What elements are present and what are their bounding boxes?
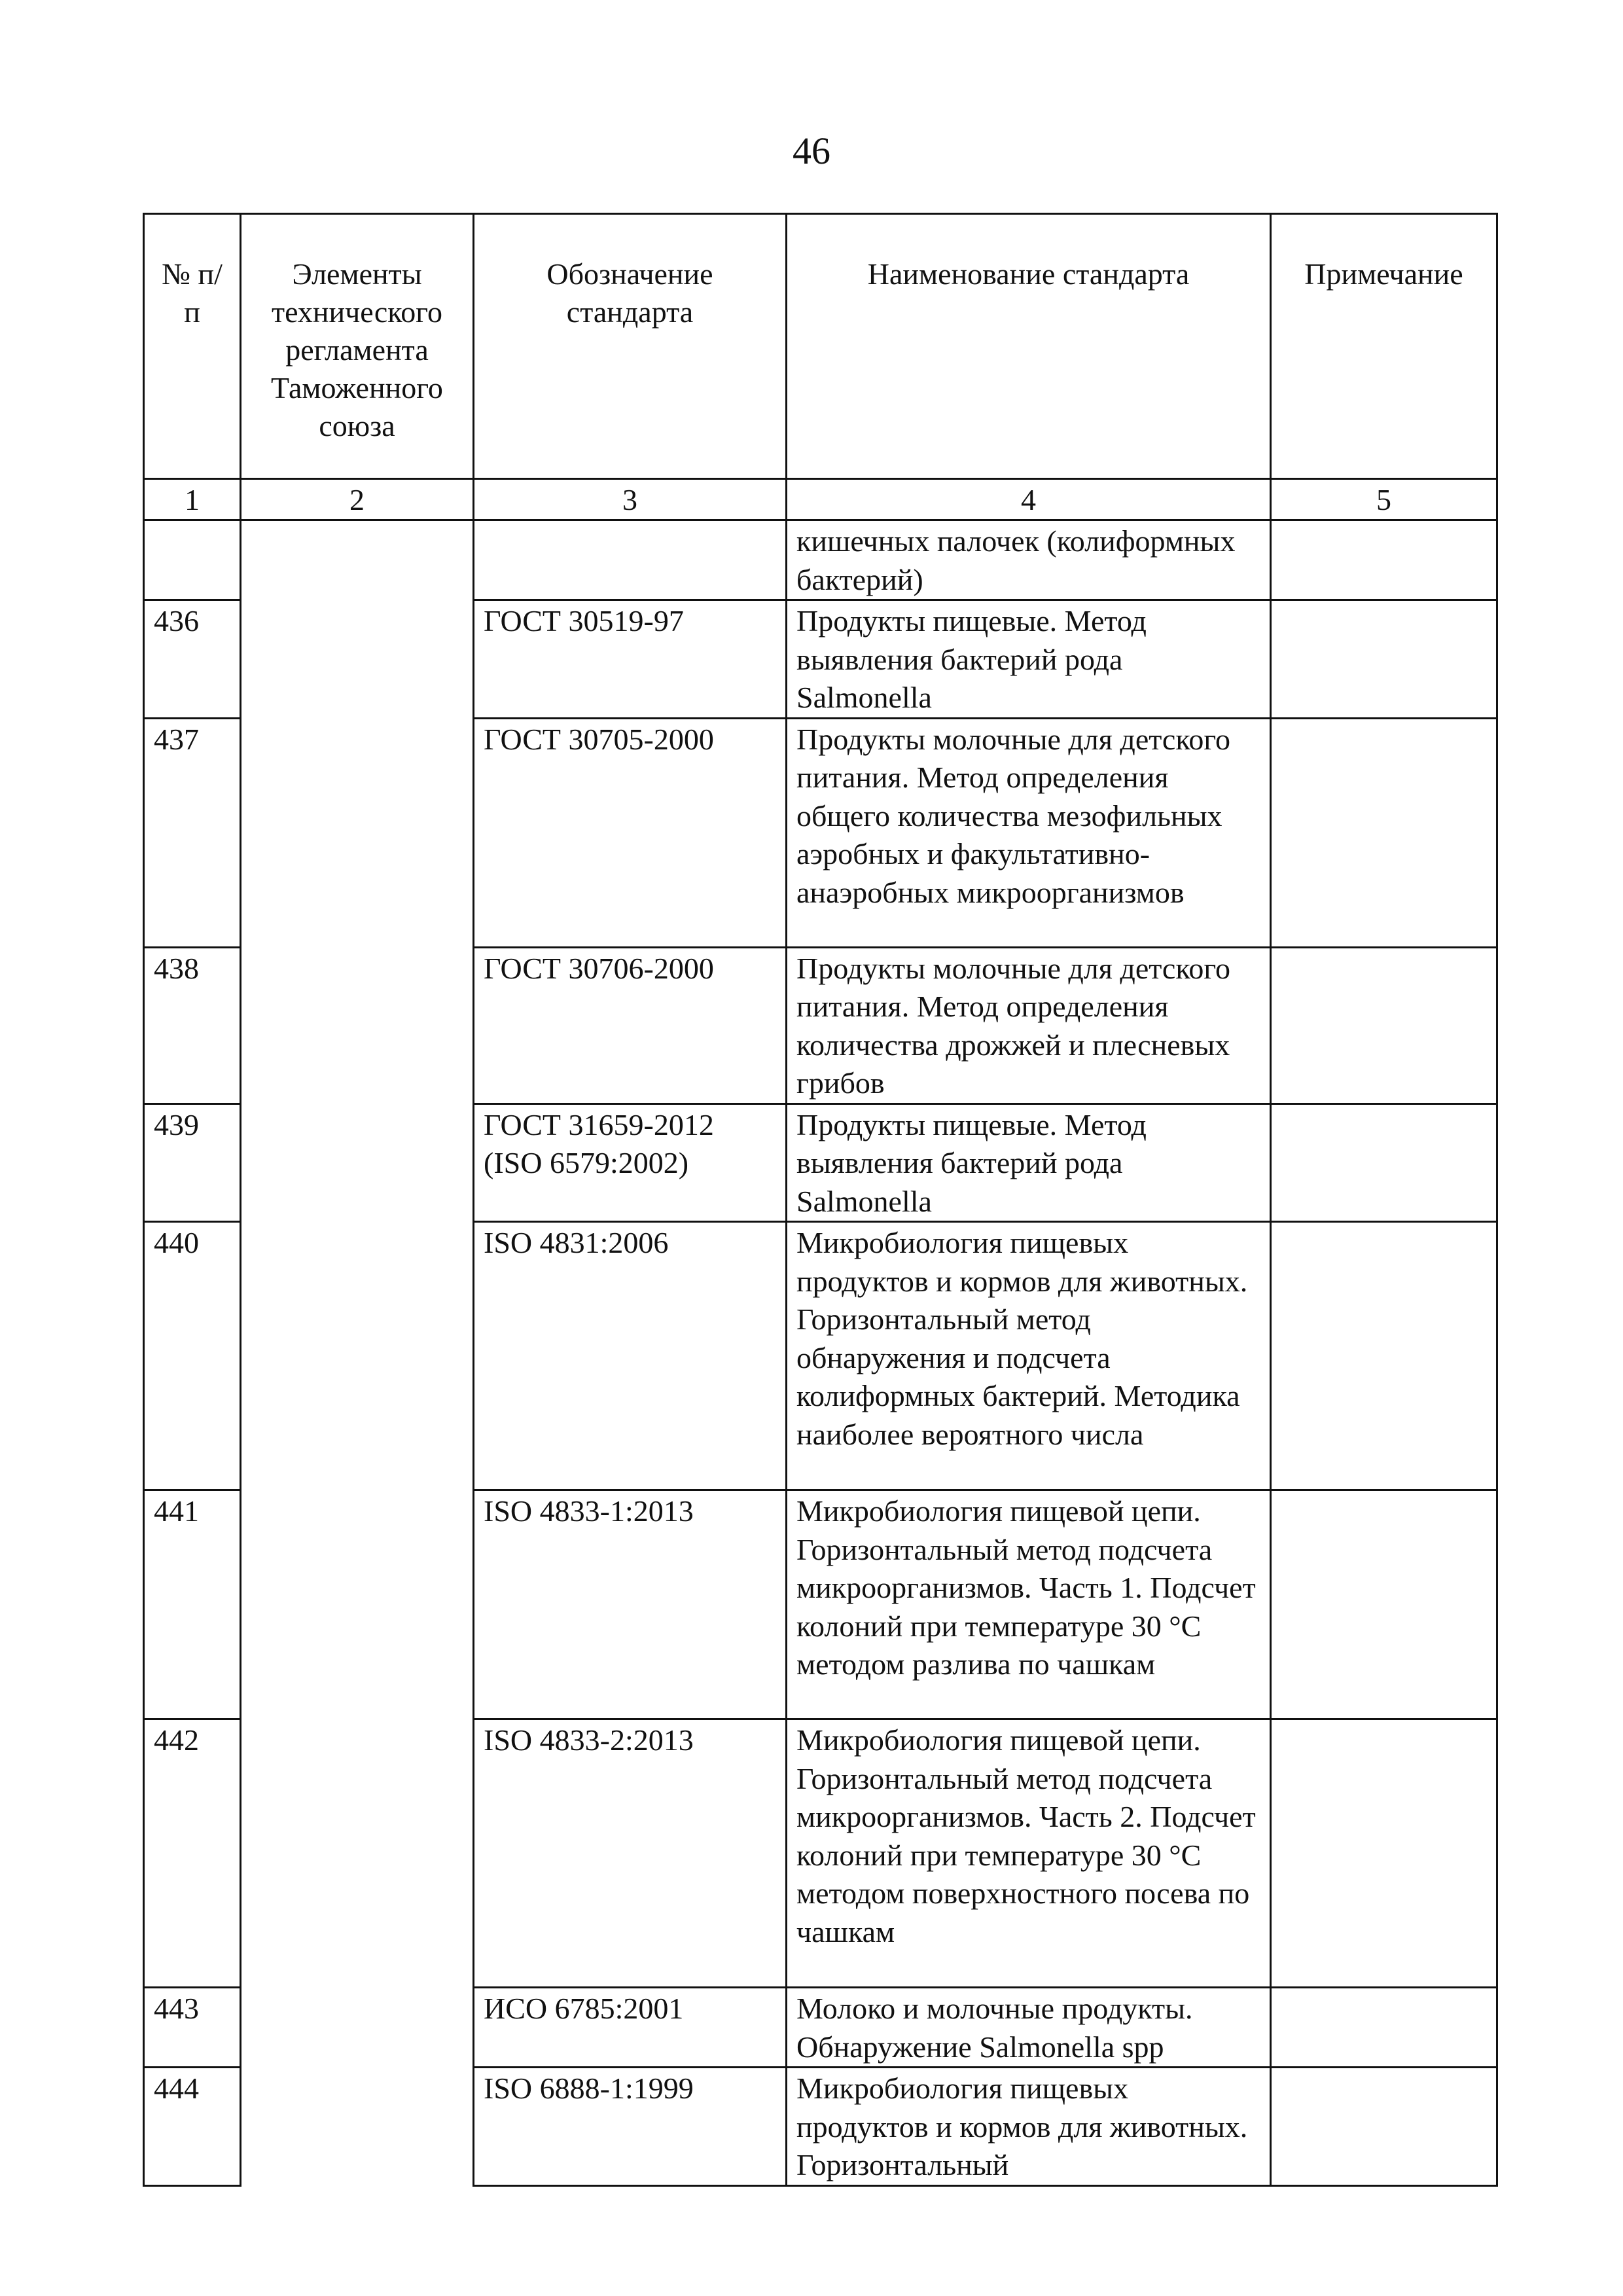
cell-designation [474, 520, 787, 600]
cell-name: Микробиология пищевой цепи. Горизонтальный метод подсчета микроорганизмов. Часть 2. Подсчет колоний при температуре 30 °С методом поверхностного посева по чашкам [787, 1719, 1271, 1988]
cell-designation: ГОСТ 31659-2012 (ISO 6579:2002) [474, 1103, 787, 1222]
cell-elements [241, 520, 474, 2186]
cell-num [144, 520, 241, 600]
cell-name: кишечных палочек (колиформных бактерий) [787, 520, 1271, 600]
cell-designation: ГОСТ 30519-97 [474, 600, 787, 719]
cell-name: Микробиология пищевых продуктов и кормов для животных. Горизонтальный [787, 2068, 1271, 2186]
cell-num: 444 [144, 2068, 241, 2186]
cell-designation: ГОСТ 30705-2000 [474, 718, 787, 947]
cell-name: Продукты пищевые. Метод выявления бактерий рода Salmonella [787, 600, 1271, 719]
column-number: 1 [144, 479, 241, 520]
cell-designation: ISO 4831:2006 [474, 1222, 787, 1490]
cell-note [1271, 1719, 1497, 1988]
cell-note [1271, 2068, 1497, 2186]
cell-name: Микробиология пищевой цепи. Горизонтальный метод подсчета микроорганизмов. Часть 1. Подсчет колоний при температуре 30 °С методом разлива по чашкам [787, 1490, 1271, 1719]
column-number: 2 [241, 479, 474, 520]
header-note: Примечание [1271, 214, 1497, 479]
cell-num: 442 [144, 1719, 241, 1988]
cell-name: Продукты молочные для детского питания. Метод определения количества дрожжей и плесневых грибов [787, 947, 1271, 1103]
cell-name: Продукты молочные для детского питания. Метод определения общего количества мезофильных аэробных и факультативно-анаэробных микроорганизмов [787, 718, 1271, 947]
cell-note [1271, 718, 1497, 947]
column-number: 5 [1271, 479, 1497, 520]
table-header-row [144, 214, 1497, 479]
header-designation: Обозначение стандарта [474, 214, 787, 479]
cell-num: 443 [144, 1988, 241, 2068]
header-elements: Элементы технического регламента Таможенного союза [241, 214, 474, 479]
cell-note [1271, 1490, 1497, 1719]
cell-num: 436 [144, 600, 241, 719]
cell-note [1271, 1222, 1497, 1490]
cell-note [1271, 1103, 1497, 1222]
column-number: 3 [474, 479, 787, 520]
standards-table [143, 213, 1498, 2187]
cell-designation: ИСО 6785:2001 [474, 1988, 787, 2068]
cell-note [1271, 600, 1497, 719]
table-body [144, 520, 1497, 2186]
table-row [144, 520, 1497, 600]
header-num: № п/п [144, 214, 241, 479]
cell-note [1271, 1988, 1497, 2068]
cell-num: 438 [144, 947, 241, 1103]
cell-designation: ISO 4833-2:2013 [474, 1719, 787, 1988]
cell-num: 441 [144, 1490, 241, 1719]
column-number: 4 [787, 479, 1271, 520]
cell-note [1271, 947, 1497, 1103]
cell-designation: ISO 6888-1:1999 [474, 2068, 787, 2186]
column-number-row [144, 479, 1497, 520]
cell-name: Продукты пищевые. Метод выявления бактерий рода Salmonella [787, 1103, 1271, 1222]
cell-name: Молоко и молочные продукты. Обнаружение Salmonella spp [787, 1988, 1271, 2068]
cell-num: 440 [144, 1222, 241, 1490]
cell-designation: ГОСТ 30706-2000 [474, 947, 787, 1103]
cell-note [1271, 520, 1497, 600]
cell-num: 437 [144, 718, 241, 947]
header-name: Наименование стандарта [787, 214, 1271, 479]
cell-designation: ISO 4833-1:2013 [474, 1490, 787, 1719]
cell-name: Микробиология пищевых продуктов и кормов для животных. Горизонтальный метод обнаружения и подсчета колиформных бактерий. Методика наиболее вероятного числа [787, 1222, 1271, 1490]
page-number: 46 [793, 130, 830, 172]
cell-num: 439 [144, 1103, 241, 1222]
